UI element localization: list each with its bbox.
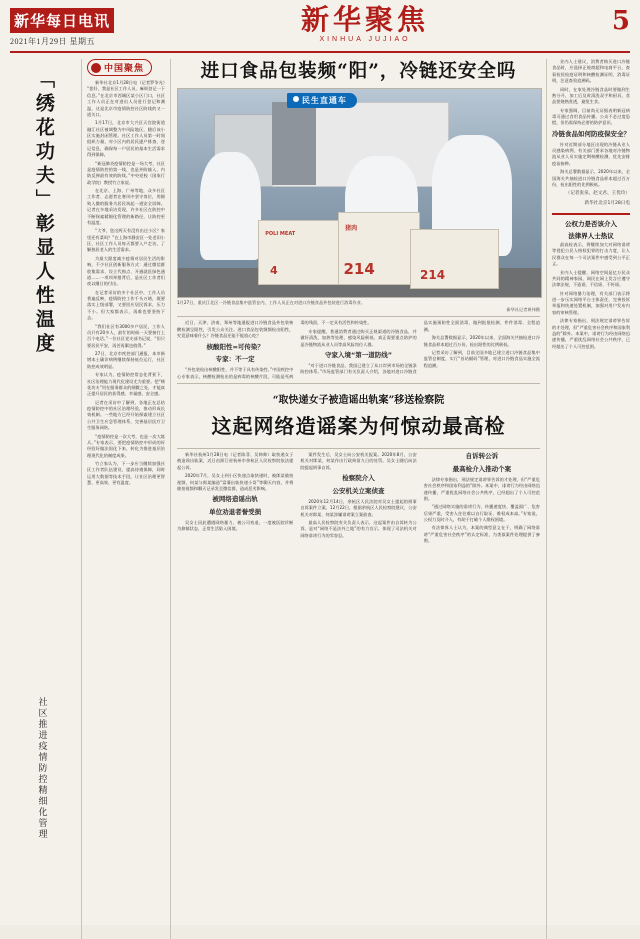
paragraph: 法律专家指出，刑法规定诽谤罪告诉的才处理，但“严重危害社会秩序和国家利益的”除外。本案中，诽谤行为经由网络迅速传播，严重扰乱网络社会公共秩序，已经超出了个人可控范围。 bbox=[552, 318, 630, 349]
subhead: 核酸阳性=可传染？ bbox=[206, 342, 264, 351]
paragraph: 法律专家指出，刑法规定诽谤罪告诉的才处理，但“严重危害社会秩序和国家利益的”除外。本案中，诽谤行为经由网络迅速传播，严重扰乱网络社会公共秩序，已经超出了个人可控范围。 bbox=[423, 476, 540, 501]
lead-story-text bbox=[87, 80, 165, 487]
section-logo-pinyin: XINHUA JUJIAO bbox=[319, 36, 411, 43]
main-story-body bbox=[177, 320, 540, 380]
subhead: 检察院介入 bbox=[342, 474, 375, 483]
carton-brand-label: POLI MEAT bbox=[265, 231, 296, 238]
paragraph: “外包装检出核酸阳性，并不等于具有传染性。”中国疾控中心专家表示，核酸检测检出的是病毒的核酸片段，可能是死病毒的残留，不一定具有活性和传染性。 bbox=[177, 320, 372, 379]
paragraph: 专家认为，疫情防控常态化背景下，社区治理能力现代化建设尤为重要。把“绣花功夫”用在服务群众的细微之处，才能真正提升居民的获得感、幸福感、安全感。 bbox=[87, 372, 165, 397]
paragraph: 案件发生后，吴女士向公安机关报案。2020年8月，公安机关对郎某、何某作出行政拘留九日的处罚。吴女士随后向法院提起刑事自诉。 bbox=[300, 452, 417, 470]
carton-brand-cn-label: 猪肉 bbox=[345, 224, 358, 232]
main-headline: 进口食品包装频“阳”，冷链还安全吗 bbox=[200, 61, 517, 82]
subhead: 专家：不一定 bbox=[215, 355, 255, 364]
photo-worker bbox=[200, 152, 262, 260]
paragraph: 在记者采访的多个社区中，工作人员普遍反映，疫情防控工作千头万绪，既要落实上级部署，又要回应居民诉求，压力不小。但大家都表示，再难也要坚持下去。 bbox=[87, 289, 165, 321]
masthead-right bbox=[570, 8, 630, 34]
paragraph: 1月17日，北京市大兴区天宫院街道融汇社区被调整为中风险地区，随后该小区实施封闭管理。社区工作人员第一时间组织力量，对小区内的居民逐户排查、登记信息，确保每一户居民的基本生活需求得到保障。 bbox=[87, 120, 165, 158]
main-story-byline: （记者张泉、赵文君、王优玲） bbox=[565, 191, 630, 197]
section-badge-row bbox=[87, 59, 165, 76]
subhead: 最高检介入推动个案 bbox=[452, 464, 512, 473]
main-story-dateline: 新华社北京1月28日电 bbox=[584, 201, 630, 207]
masthead-left bbox=[10, 8, 160, 47]
paragraph: 针对网络暴力治理，有关部门表示将进一步压实网络平台主体责任，完善投诉举报和快速处置机制，加强对用户发布内容的审核管理。 bbox=[552, 290, 630, 315]
divider-red bbox=[552, 213, 630, 215]
subhead: 法律界人士热议 bbox=[568, 232, 614, 241]
carton-number: 214 bbox=[343, 260, 375, 279]
paragraph: “新冠肺炎疫情防控是一场大考，社区是疫情防控的第一线，也是外防输入、内防反弹最有效的防线。”中央党校（国家行政学院）教授竹立家说。 bbox=[87, 160, 165, 185]
photo-caption: 1月27日，重庆江北区一冷链食品集中监管仓内，工作人员正在对进口冷链食品外包装进行消毒作业。 bbox=[177, 300, 366, 306]
divider bbox=[177, 316, 540, 317]
paragraph: 同时，在家处理冷链食品时要做到生熟分开，加工后及时清洗双手和厨具，食品要烧熟煮透，避免生食。 bbox=[552, 86, 630, 105]
paragraph: 专家强调，目前尚无证据表明新冠病毒可通过食用食品传播。公众不必过度恐慌，但仍需保持必要的防护意识。 bbox=[552, 107, 630, 126]
feature-vertical-subtitle: 社区推进疫情防控精细化管理 bbox=[37, 697, 48, 840]
page-body bbox=[10, 59, 630, 939]
issue-date: 2021年1月29日 星期五 bbox=[10, 37, 95, 46]
subhead: 守家入境“第一道防线” bbox=[324, 350, 393, 359]
subhead: 公安机关立案侦查 bbox=[332, 487, 385, 496]
bottom-headline: 这起网络造谣案为何惊动最高检 bbox=[211, 414, 506, 439]
section-badge-label: 中国聚焦 bbox=[104, 63, 145, 73]
paragraph: 近日，天津、济南、郑州等地通报进口冷链食品外包装核酸检测呈阳性，引发公众关注。进口食品包装频频检出阳性，究竟意味着什么？冷链食品还能不能放心吃？ bbox=[177, 320, 294, 339]
right-column bbox=[546, 59, 630, 939]
photo-carton bbox=[338, 212, 420, 285]
paragraph: “对于进口冷链食品，我国已建立了从口岸到市场的全链条防控体系。”市场监管部门有关负责人介绍，各地对进口冷链食品实施预防性全面消毒，做到批批检测、件件消毒、全程追溯。 bbox=[300, 320, 540, 375]
subhead: 被网络造谣出轨 bbox=[212, 495, 258, 504]
paragraph: 最高检表示，将继续加大对网络诽谤等侵犯公民人格权犯罪的打击力度，让人民群众在每一个司法案件中感受到公平正义。 bbox=[552, 242, 630, 267]
paragraph: 在北京、上海、广州等地，众多社区工作者、志愿者在寒风中坚守岗位，用细致入微的服务为居民筑起一道安全屏障。记者在多地采访发现，许多社区在防控中不断探索精细化管理的新路径，让防控更有温度。 bbox=[87, 188, 165, 225]
subhead: 单位劝退者誉受损 bbox=[209, 508, 262, 517]
subhead: 自诉转公诉 bbox=[465, 452, 499, 461]
lead-story-column bbox=[82, 59, 171, 939]
paragraph: 为最大限度减少疫情对居民生活的影响，不少社区创新服务方式：通过微信群收集需求、设立代购点、开通就医绿色通道……一项项举措背后，是社区工作者们夜以继日的付出。 bbox=[87, 255, 165, 287]
photo-column-tag bbox=[287, 93, 357, 108]
bottom-story-body bbox=[177, 452, 540, 545]
paragraph: 27日，北京市疾控部门通报，本市新增本土确诊病例继续保持低位运行，社区防控成效明显。 bbox=[87, 351, 165, 369]
bottom-kicker: “取快递女子被造谣出轨案”移送检察院 bbox=[272, 395, 445, 407]
paragraph: 2020年12月14日，余杭区人民法院对吴女士提起的刑事自诉案件立案。12月22日，根据余杭区人民检察院建议，公安机关对郎某、何某涉嫌诽谤案立案侦查。 bbox=[300, 498, 417, 517]
paragraph: “大爷，您这两天有没有出过小区？家里还有菜吗？”在上海市静安区一处老旧小区，社区工作人员每天都要入户走访，了解独居老人的生活需求。 bbox=[87, 228, 165, 253]
right-bottom-text bbox=[552, 242, 630, 350]
feature-vertical-title: 「绣花功夫」彰显人性温度 bbox=[32, 69, 55, 357]
carton-number-small: 4 bbox=[270, 264, 278, 278]
paragraph: 业内人士提醒，网络空间是亿万民众共同的精神家园，网民在网上发言应遵守法律法规，不造谣、不信谣、不传谣。 bbox=[552, 269, 630, 288]
photo-carton bbox=[410, 229, 499, 289]
paragraph: 最高人民检察院有关负责人表示，这起案件由自诉转为公诉，是对“网络不是法外之地”的有力宣示，体现了司法机关对网络诽谤行为的零容忍。 bbox=[300, 520, 417, 538]
right-top-text bbox=[552, 59, 630, 188]
paragraph: 海关总署数据显示，2020年以来，全国海关共抽检进口冷链食品样本超过百万份，检出阳性的比例极低。 bbox=[423, 335, 540, 347]
red-dot-icon bbox=[91, 63, 101, 73]
photo-column-tag-label: 民生直通车 bbox=[301, 96, 347, 106]
left-feature-column bbox=[10, 59, 82, 939]
paragraph: “我们社区有3000多户居民，工作人员只有20多人，最忙的时候一天要接打上百个电话。”一位社区党支部书记说，“但只要居民平安，再苦再累也值得。” bbox=[87, 323, 165, 348]
main-column bbox=[171, 59, 546, 939]
paragraph: 专家提醒，普通消费者通过购买正规渠道的冷链食品，并做好清洗、加热等处理，感染风险极低。真正需要重点防护的是冷链物流从业人员等高风险岗位人群。 bbox=[300, 328, 417, 347]
paragraph: 竹立家认为，下一步应当继续加强社区工作者队伍建设，提高待遇保障，同时运用大数据等技术手段，让社区治理更智慧、更高效、更有温度。 bbox=[87, 461, 165, 486]
paragraph: 吴女士因此遭遇网络暴力，被公司劝退，一度被医院诊断为抑郁状态，正常生活陷入困境。 bbox=[177, 520, 294, 532]
masthead bbox=[10, 3, 630, 53]
divider bbox=[177, 448, 540, 449]
divider bbox=[177, 383, 540, 384]
paragraph: 2020年7月，吴女士到小区快递点取快递时，被郎某偷拍视频，何某与郎某编造“富婆出轨快递小哥”等聊天内容，并将偷拍视频和聊天记录发至微信群，造成恶劣影响。 bbox=[177, 473, 294, 491]
paragraph: 新华社北京1月28日电（记者罗争光）“您好，我是社区工作人员，麻烦登记一下信息。”在北京市西城区某小区门口，社区工作人员正在对进出人员进行登记和测温，这是北京市疫情防控社区防线的又一道关口。 bbox=[87, 80, 165, 117]
carton-number: 214 bbox=[420, 268, 446, 283]
paragraph: 有法律界人士认为，本案的典型意义在于，明确了网络诽谤“严重危害社会秩序”的认定标准，为类似案件处理提供了参照。 bbox=[423, 525, 540, 544]
photo-credit: 新华社记者黄伟摄 bbox=[506, 307, 540, 313]
paragraph: 新华社杭州1月28日电（记者陈菲、吴帅帅）取快递女子被造谣出轨案，近日由浙江省杭州市余杭区人民检察院依法提起公诉。 bbox=[177, 452, 294, 470]
paragraph: 记者在采访中了解到，各地正在总结疫情防控中的社区治理经验，推动形成长效机制。一些地方已经开始探索建立社区公共卫生应急管理体系，完善基层医疗卫生服务网络。 bbox=[87, 399, 165, 431]
photo-carton bbox=[258, 220, 340, 284]
paragraph: 海关总署数据显示，2020年以来，全国海关共抽检进口冷链食品样本超过百万份，检出阳性的比例极低。 bbox=[552, 169, 630, 187]
page-number: 5 bbox=[611, 6, 630, 36]
paragraph: 针对近期部分地区出现的冷链从业人员感染病例，有关部门要求各地对冷链物流从业人员实施定期核酸检测，优先安排疫苗接种。 bbox=[552, 141, 630, 166]
main-photo bbox=[177, 88, 542, 298]
section-logo: 新华聚焦 bbox=[300, 3, 429, 36]
paragraph: “疫情防控是一次大考，也是一次大练兵。”专家表示，要把疫情防控中形成的好经验好做法固化下来，转化为推进基层治理现代化的制度成果。 bbox=[87, 433, 165, 458]
section-badge bbox=[87, 59, 152, 76]
paragraph: 记者采访了解到，目前全国多地已建立进口冷链食品集中监管仓制度，实行“首站赋码”管理，对进口冷链食品实施全流程追溯。 bbox=[423, 349, 540, 368]
masthead-center bbox=[160, 3, 570, 43]
subhead: 冷链食品如何防疫保安全？ bbox=[552, 129, 630, 138]
photo-truck-shadow bbox=[272, 102, 316, 185]
paragraph: “通过网络实施的诽谤行为，传播速度快、覆盖面广、危害后果严重，受害人往往难以自行取证、维权成本高。”专家说，公权力及时介入，有助于打破个人维权困境。 bbox=[423, 504, 540, 523]
white-dot-icon bbox=[293, 96, 299, 102]
paper-name: 新华每日电讯 bbox=[10, 8, 114, 33]
subhead: 公权力是否该介入 bbox=[565, 220, 617, 229]
paragraph: 业内人士建议，消费者购买进口冷链食品时，应选择正规商超和电商平台，查看检验检疫证明和核酸检测证明、消毒证明，注意查验追溯码。 bbox=[552, 59, 630, 84]
